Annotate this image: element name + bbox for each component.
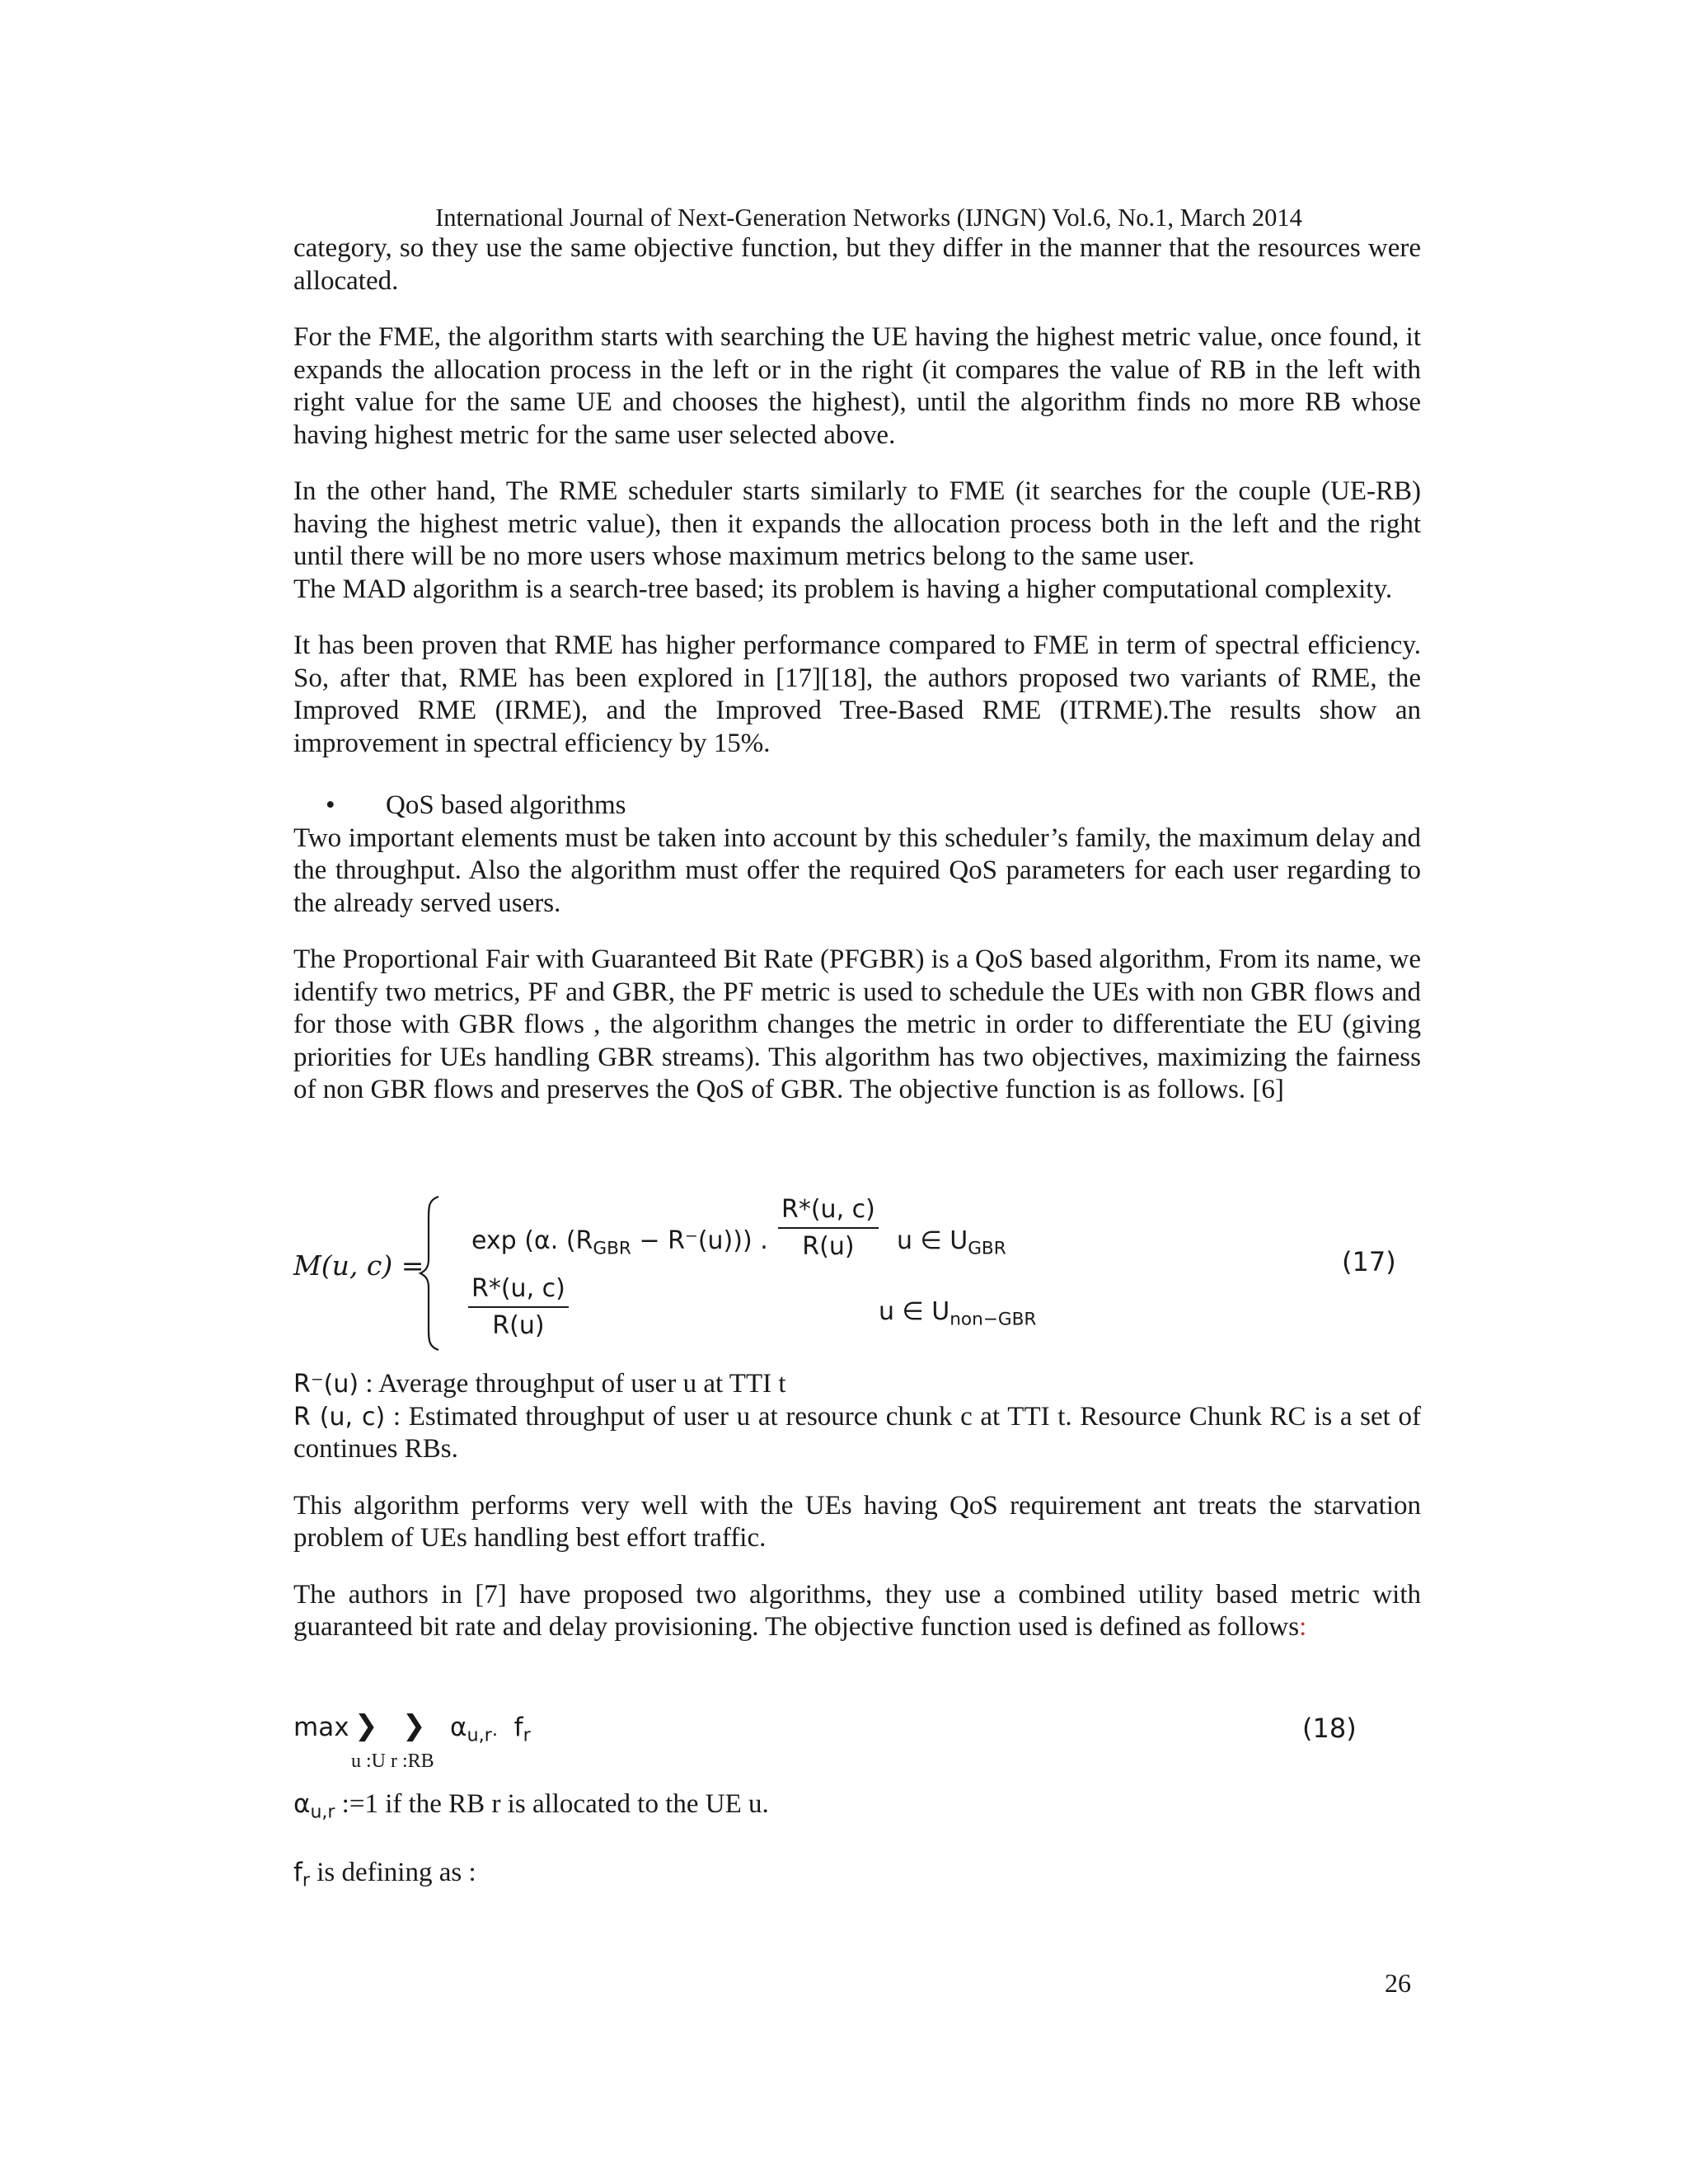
eq17-exp-term: exp (α. $(R_{GBR} - R^-(u))$) .	[471, 1226, 768, 1259]
eq17-fraction-2: $\frac{R*(u, c)}{R(u)}$	[468, 1274, 569, 1340]
paragraph-pfgbr: The Proportional Fair with Guaranteed Bit Rate (PFGBR) is a QoS based algorithm, From its name, we identify two metrics, PF and GBR, the PF metric is used to schedule the UEs with non GBR flows and for those with GBR flows , the algorithm changes the metric in order to differentiate the EU (giving priorities for UEs handling GBR streams). This algorithm has two objectives, maximizing the fairness of non GBR flows and preserves the QoS of GBR. The objective function is as follows. [6]	[293, 944, 1421, 1104]
eq17-condition-non-gbr: u ∈ $U_{non-GBR}$	[879, 1297, 1037, 1330]
eq17-lhs: M(u, c) =	[293, 1249, 424, 1282]
eq17-number: (17)	[1342, 1246, 1396, 1277]
eq18-number: (18)	[1302, 1713, 1357, 1744]
bullet-text: QoS based algorithms	[386, 790, 626, 820]
sum-icon: ❯	[354, 1709, 378, 1742]
paragraph-qos: Two important elements must be taken into account by this scheduler’s family, the maximum delay and the throughput. Also the algorithm must offer the required QoS parameters for each user regarding to the already served users.	[293, 823, 1421, 918]
eq18-max: max	[293, 1713, 349, 1742]
bullet-qos	[293, 790, 1421, 823]
body-block-2	[293, 1368, 1421, 1644]
definition-est-throughput: R (u, c) : Estimated throughput of user u at resource chunk c at TTI t. Resource Chunk RC is a set of continues RBs.	[293, 1401, 1421, 1464]
eq18-term: $\alpha_{u,r\cdot}$ $f_r$	[450, 1713, 531, 1746]
paragraph-irme: It has been proven that RME has higher performance compared to FME in term of spectral efficiency. So, after that, RME has been explored in [17][18], the authors proposed two variants of RME, the Improved RME (IRME), and the Improved Tree-Based RME (ITRME).The results show an improvement in spectral efficiency by 15%.	[293, 630, 1421, 758]
bullet-dot: •	[326, 790, 335, 820]
sum-icon: ❯	[402, 1709, 426, 1742]
eq17-fraction-1: $\frac{R*(u, c)}{R(u)}$	[778, 1195, 879, 1261]
eq17-condition-gbr: u ∈ $U_{GBR}$	[897, 1226, 1006, 1259]
definition-alpha: $\alpha_{u,r}$ :=1 if the RB r is allocated to the UE u.	[293, 1789, 769, 1823]
definition-fr: $f_r$ is defining as :	[293, 1858, 476, 1891]
paragraph-utility: The authors in [7] have proposed two algorithms, they use a combined utility based metric with guaranteed bit rate and delay provisioning. The objective function used is defined as follows:	[293, 1579, 1421, 1642]
body-block-1	[293, 232, 1421, 1107]
equation-18	[293, 1708, 1421, 1782]
paragraph-mad: The MAD algorithm is a search-tree based; its problem is having a higher computational complexity.	[293, 574, 1393, 604]
paragraph-fme: For the FME, the algorithm starts with searching the UE having the highest metric value, once found, it expands the allocation process in the left or in the right (it compares the value of RB in the left with right value for the same UE and chooses the highest), until the algorithm finds no more RB whose having highest metric for the same user selected above.	[293, 322, 1421, 450]
equation-17	[293, 1195, 1421, 1352]
journal-header: International Journal of Next-Generation Networks (IJNGN) Vol.6, No.1, March 2014	[435, 204, 1302, 232]
paragraph-performance: This algorithm performs very well with the UEs having QoS requirement ant treats the starvation problem of UEs handling best effort traffic.	[293, 1490, 1421, 1553]
paragraph-continuation: category, so they use the same objective function, but they differ in the manner that the resources were allocated.	[293, 233, 1421, 296]
left-brace-icon	[417, 1195, 442, 1352]
definition-avg-throughput: R⁻(u) : Average throughput of user u at TTI t	[293, 1369, 786, 1399]
body-block-3	[293, 1788, 1421, 1897]
eq18-limits: u :U r :RB	[351, 1750, 434, 1772]
page-number: 26	[1385, 1968, 1411, 1998]
paragraph-rme: In the other hand, The RME scheduler starts similarly to FME (it searches for the couple (UE-RB) having the highest metric value), then it expands the allocation process both in the left and the right until there will be no more users whose maximum metrics belong to the same user.	[293, 476, 1421, 571]
